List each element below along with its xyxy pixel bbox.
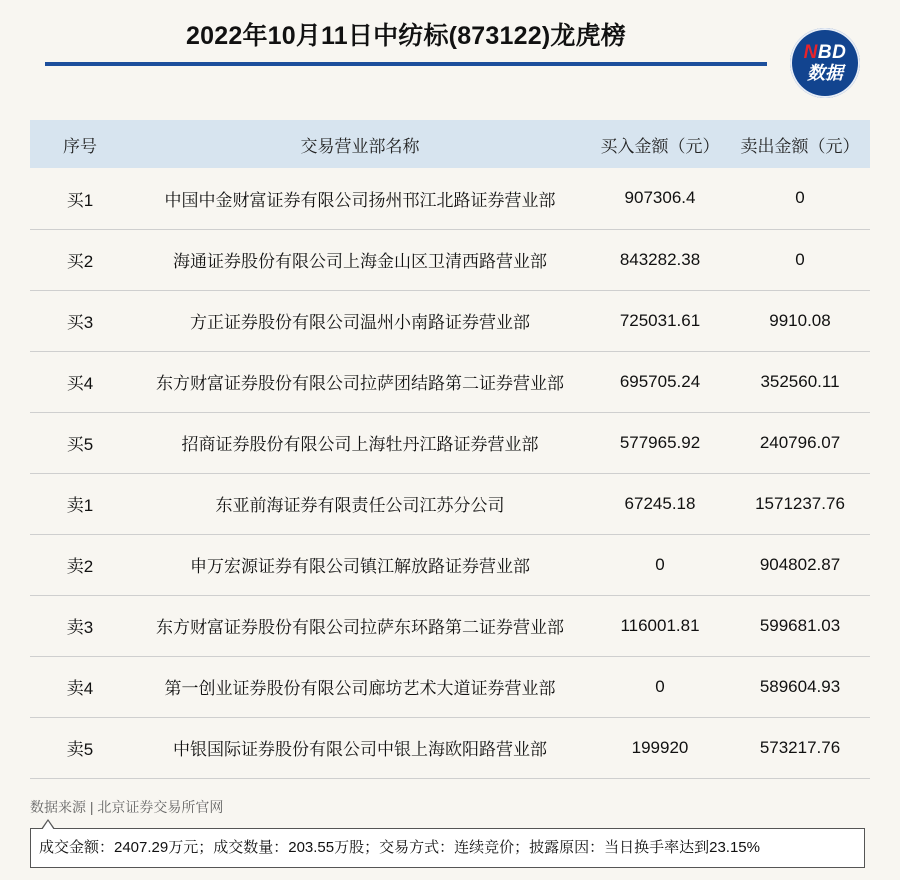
row-sell-amount: 240796.07	[759, 432, 841, 452]
row-buy-amount: 199920	[631, 737, 689, 757]
row-buy-amount: 907306.4	[624, 188, 696, 208]
table-row	[30, 717, 870, 778]
row-index: 买2	[66, 252, 94, 271]
row-branch-name: 中国中金财富证券有限公司扬州邗江北路证券营业部	[164, 190, 556, 210]
row-buy-amount: 843282.38	[619, 249, 701, 269]
title-underline	[45, 62, 767, 66]
row-branch-name: 招商证券股份有限公司上海牡丹江路证券营业部	[181, 435, 539, 454]
row-buy-amount: 695705.24	[619, 371, 701, 391]
header-index: 序号	[63, 136, 97, 156]
row-branch-name: 申万宏源证券有限公司镇江解放路证券营业部	[190, 557, 530, 576]
row-branch-name: 海通证券股份有限公司上海金山区卫清西路营业部	[173, 252, 547, 271]
dragon-tiger-table	[30, 120, 870, 779]
header-branch-name: 交易营业部名称	[300, 136, 420, 156]
table-header-row	[30, 120, 870, 168]
header-buy-amount: 买入金额（元）	[600, 136, 720, 156]
trade-summary-box	[30, 828, 865, 868]
callout-pointer-inner	[42, 821, 54, 830]
row-branch-name: 东方财富证券股份有限公司拉萨团结路第二证券营业部	[156, 374, 564, 393]
row-index: 卖5	[66, 740, 94, 759]
row-sell-amount: 0	[795, 249, 805, 269]
nbd-logo	[790, 28, 860, 98]
row-sell-amount: 599681.03	[759, 615, 841, 635]
table-row	[30, 351, 870, 412]
row-sell-amount: 1571237.76	[755, 493, 845, 513]
row-branch-name: 第一创业证券股份有限公司廊坊艺术大道证券营业部	[164, 679, 556, 698]
row-sell-amount: 589604.93	[759, 676, 841, 696]
row-index: 买1	[66, 190, 94, 210]
table-row	[30, 168, 870, 229]
row-branch-name: 东亚前海证券有限责任公司江苏分公司	[215, 496, 505, 515]
row-branch-name: 中银国际证券股份有限公司中银上海欧阳路营业部	[173, 740, 547, 759]
row-sell-amount: 352560.11	[760, 371, 840, 391]
row-buy-amount: 116001.81	[620, 615, 700, 635]
table-row	[30, 229, 870, 290]
table-row	[30, 290, 870, 351]
row-buy-amount: 0	[655, 554, 665, 574]
page-title: 2022年10月11日中纺标(873122)龙虎榜	[186, 22, 626, 50]
row-branch-name: 方正证券股份有限公司温州小南路证券营业部	[190, 313, 530, 332]
table-row	[30, 656, 870, 717]
row-branch-name: 东方财富证券股份有限公司拉萨东环路第二证券营业部	[156, 618, 564, 637]
row-index: 卖1	[66, 496, 94, 515]
row-buy-amount: 725031.61	[619, 310, 701, 330]
logo-bd: BD	[817, 41, 847, 63]
table-row	[30, 534, 870, 595]
row-index: 卖4	[66, 679, 94, 698]
row-sell-amount: 573217.76	[759, 737, 841, 757]
table-row	[30, 595, 870, 656]
data-source: 数据来源 | 北京证券交易所官网	[30, 799, 224, 815]
row-sell-amount: 904802.87	[759, 554, 841, 574]
logo-line2: 数据	[807, 62, 843, 83]
row-index: 买4	[66, 374, 94, 393]
row-index: 卖3	[66, 618, 94, 637]
trade-summary-text: 成交金额：2407.29万元；成交数量：203.55万股；交易方式：连续竞价；披露原因：当日换手率达到23.15%	[39, 839, 760, 856]
header-sell-amount: 卖出金额（元）	[740, 136, 860, 156]
row-index: 买3	[66, 313, 94, 332]
row-index: 卖2	[66, 557, 94, 576]
row-buy-amount: 577965.92	[619, 432, 701, 452]
row-sell-amount: 9910.08	[769, 310, 831, 330]
row-buy-amount: 67245.18	[624, 493, 696, 513]
row-buy-amount: 0	[655, 676, 665, 696]
table-row	[30, 412, 870, 473]
row-sell-amount: 0	[795, 188, 805, 208]
table-row	[30, 473, 870, 534]
row-index: 买5	[66, 435, 94, 454]
logo-n: N	[803, 41, 818, 63]
logo-line1	[804, 43, 847, 62]
